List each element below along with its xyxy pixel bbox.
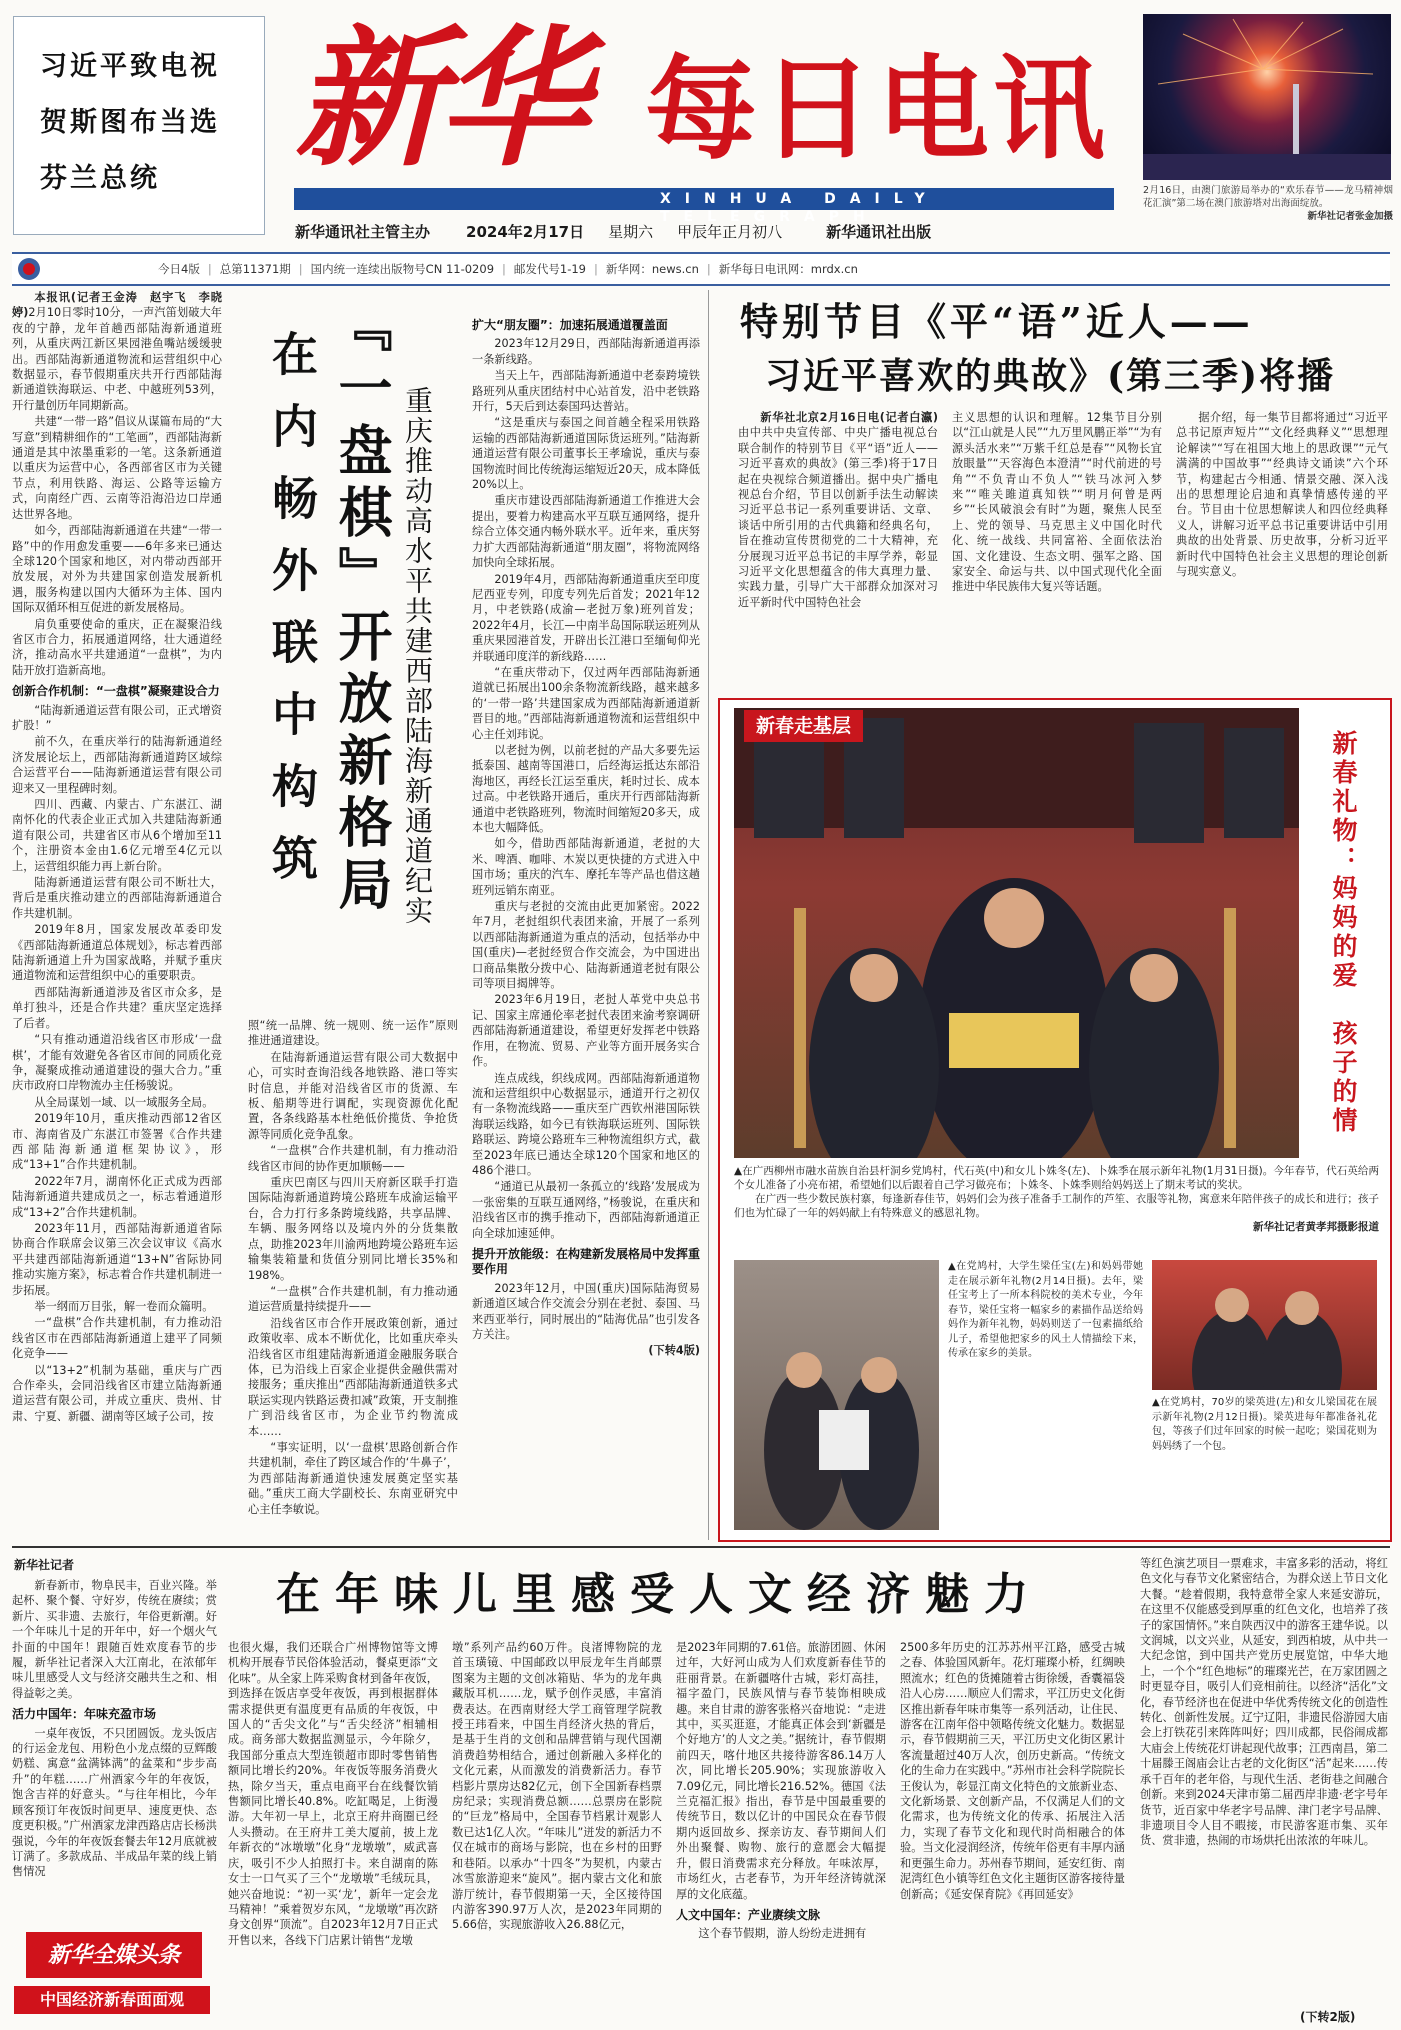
lead-para: 四川、西藏、内蒙古、广东湛江、湖南怀化的代表企业正式加入共建陆海新通道有限公司，共建省区市从6个增加至11个，注册资本金由1.6亿元增至4亿元以上，运营组织能力再上新台阶。 — [12, 798, 222, 873]
feature-col-2 — [952, 410, 1162, 690]
info-total-issue: 总第11371期 — [219, 262, 291, 276]
lead-title-left[interactable]: 在内畅外联中构筑 — [265, 330, 319, 906]
main-photo-credit: 新华社记者黄孝邦摄影报道 — [1253, 1221, 1379, 1233]
main-photo[interactable] — [734, 708, 1299, 1158]
lead-para: 前不久，在重庆举行的陆海新通道经济发展论坛上，西部陆海新通道跨区域综合运营平台——陆海新通道运营有限公司迎来又一里程碑时刻。 — [12, 735, 222, 795]
lead-para: 连点成线，织线成网。西部陆海新通道物流和运营组织中心数据显示，通道开行之初仅有一条物流线路——重庆至广西钦州港国际铁海联运线路，如今已有铁海联运班列、国际铁路联运、跨境公路班车三种物流组织方式，截至2023年底已通达全球120个国家和地区的486个港口。 — [472, 1071, 700, 1177]
feature-para: 主义思想的认识和理解。12集节目分别以“江山就是人民”“九万里风鹏正举”“为有源头活水来”“万紫千红总是春”“风物长宜放眼量”“天容海色本澄清”“时代前进的号角”“不负青山不负人”“铁马冰河入梦来”“唯关雎道真知铁”“明月何曾是两乡”“长风破浪会有时”为题，聚焦人民至上、党的领导、马克思主义中国化时代化、统一战线、共同富裕、全面依法治国、文化建设、生态文明、强军之路、国家安全、命运与共、以中国式现代化全面推进中华民族伟大复兴等话题。 — [952, 411, 1162, 594]
lead-subhead-1: 创新合作机制：“一盘棋”凝聚建设合力 — [12, 684, 220, 699]
lead-para: 重庆市建设西部陆海新通道工作推进大会提出，要着力构建高水平互联互通网络，提升综合立体交通内畅外联水平。近年来，重庆努力扩大西部陆海新通道“朋友圈”，将物流网络加快向全球拓展。 — [472, 494, 700, 570]
lead-para: 以“13+2”机制为基础，重庆与广西合作牵头，会同沿线省区市建立陆海新通道运营有限公司，并成立重庆、贵州、甘肃、宁夏、新疆、湖南等区域子公司，按 — [12, 1363, 222, 1423]
photo-b-caption: ▲在党鸠村，70岁的梁英进(左)和女儿梁国花在展示新年礼物(2月12日摄)。梁英进每年都准备礼花包，等孩子们过年回家的时候一起吃；梁国花则为妈妈绣了一个包。 — [1152, 1397, 1377, 1452]
photo-a-graphic — [734, 1260, 939, 1530]
lead-col-3 — [248, 1018, 458, 1535]
masthead-date-line — [295, 218, 1125, 244]
lead-para: “事实证明，以‘一盘棋’思路创新合作共建机制，牵住了跨区域合作的‘牛鼻子’，为西部陆海新通道快速发展奠定坚实基础。”重庆工商大学副校长、东南亚研究中心主任李敏说。 — [248, 1440, 458, 1516]
weekday: 星期六 — [608, 222, 654, 241]
lead-byline-para: 本报讯(记者王金涛 赵宇飞 李晓婷)2月10日零时10分，一声汽笛划破大年夜的宁静，龙年首趟西部陆海新通道班列，从重庆两江新区果园港鱼嘴站缓缓驶出。西部陆海新通道物流和运营组织中心数据显示，春节假期重庆共开行西部陆海新通道铁海联运、中老、中越班列53列，开行量创历年同期新高。 — [12, 291, 222, 412]
lead-para: 以老挝为例，以前老挝的产品大多要先运抵泰国、越南等国港口，后经海运抵达东部沿海地区，再经长江运至重庆，耗时过长、成本过高。中老铁路开通后，重庆开行西部陆海新通道中老铁路班列，物流时间缩短20多天，成本也大幅降低。 — [472, 743, 700, 834]
masthead-logo — [280, 11, 1120, 225]
lead-para: “在重庆带动下，仅过两年西部陆海新通道就已拓展出100余条物流新线路，越来越多的‘一带一路’共建国家成为西部陆海新通道新晋目的地。”西部陆海新通道物流和运营组织中心主任刘玮说。 — [472, 665, 700, 741]
fireworks-caption: 2月16日，由澳门旅游局举办的“欢乐春节——龙马精神烟花汇演”第二场在澳门旅游塔对出海面绽放。 新华社记者张金加摄 — [1143, 185, 1393, 222]
promo-badge-1[interactable]: 新华全媒头条 — [26, 1932, 202, 1978]
lead-col-4 — [472, 318, 700, 1535]
lead-para: 2023年12月29日，西部陆海新通道再添一条新线路。 — [472, 337, 700, 366]
lead-para: 从全局谋划一域、以一域服务全局。 — [34, 1095, 214, 1109]
top-left-headline[interactable]: 习近平致电祝贺斯图布当选芬兰总统 — [40, 51, 220, 194]
bottom-para: 一桌年夜饭，不只团圆饭。龙头饭店的行运金龙包、用粉色小龙点缀的豆辉酸奶糕、寓意“盆满钵满”的盆菜和“步步高升”的年糕……广州酒家今年的年夜饭，饱含吉祥的好意头。“与往年相比，今年顾客预订年夜饭时间更早、速度更快、态度更积极。”广州酒家龙津西路店店长杨洪强说，今年的年夜饭套餐去年12月底就被订满了。多款成品、半成品年菜的线上销售情况 — [12, 1726, 217, 1879]
photo-a-caption: ▲在党鸠村，大学生梁任宝(左)和妈妈带她走在展示新年礼物(2月14日摄)。去年，梁任宝考上了一所本科院校的美术专业，今年春节，梁任宝将一幅家乡的素描作品送给妈妈作为新年礼物，妈妈则送了一包素描纸给儿子，希望他把家乡的风土人情描绘下来，传承在家乡的美景。 — [948, 1261, 1143, 1359]
main-photo-caption: ▲在广西柳州市融水苗族自治县杆洞乡党鸠村，代石英(中)和女儿卜姝冬(左)、卜姝季在展示新年礼物(1月31日摄)。今年春节，代石英给两个女儿准备了小亮布裙，希望她们以后跟着自己学习做亮布；卜姝冬、卜姝季则给妈妈送上了期末考试的奖状。 在广西一些少数民族村寨，每逢新春佳节，妈妈们会为孩子准备手工制作的芦笙、衣服等礼物，寓意来年陪伴孩子的成长和进行；孩子们也为忙碌了一年的妈妈献上有特殊意义的感恩礼物。 新华社记者黄孝邦摄影报道 — [734, 1165, 1379, 1233]
issue-date: 2024年2月17日 — [466, 222, 585, 241]
bottom-title[interactable]: 在年味儿里感受人文经济魅力 — [276, 1569, 1043, 1620]
lead-subhead-2: 扩大“朋友圈”：加速拓展通道覆盖面 — [472, 318, 668, 332]
lead-para: 2019年8月，国家发展改革委印发《西部陆海新通道总体规划》，标志着西部陆海新通道上升为国家战略，并赋予重庆通道物流和运营组织中心的重要职责。 — [12, 923, 222, 983]
lead-title-main[interactable]: 『一盘棋』开放新格局 — [330, 298, 394, 918]
lead-para: 共建“一带一路”倡议从谋篇布局的“大写意”到精耕细作的“工笔画”，西部陆海新通道是其中浓墨重彩的一笔。这条新通道以重庆为运营中心，各西部省区市为关键节点，利用铁路、海运、公路等运输方式，向南经广西、云南等沿海沿边口岸通达世界各地。 — [12, 415, 222, 521]
emblem-icon — [18, 258, 40, 280]
bottom-para: 这个春节假期，游人纷纷走进拥有 — [698, 1927, 867, 1941]
lead-para: 2022年7月，湖南怀化正式成为西部陆海新通道共建成员之一，标志着通道形成“13+2”合作共建机制。 — [12, 1174, 222, 1219]
info-website-mrdx[interactable]: 新华每日电讯网：mrdx.cn — [718, 262, 858, 276]
feature-col-1: 新华社北京2月16日电(记者白瀛)由中共中央宣传部、中央广播电视总台联合制作的特别节目《平“语”近人——习近平喜欢的典故》(第三季)将于17日起在央视综合频道播出。据中央广播电视总台介绍，节目以创新手法生动解读习近平总书记一系列重要讲话、文章、谈话中所引用的古代典籍和经典名句，旨在推动宣传贯彻党的二十大精神，充分展现习近平总书记的丰厚学养，彰显习近平文化思想蕴含的伟大真理力量、实践力量，引导广大干部群众加深对习近平新时代中国特色社会 — [738, 411, 938, 609]
photo-a[interactable] — [734, 1260, 939, 1530]
lead-para: 肩负重要使命的重庆，正在凝聚沿线省区市合力，拓展通道网络，壮大通道经济，推动高水平共建通道“一盘棋”，为内陆开放打造新高地。 — [12, 617, 222, 677]
lead-continue[interactable]: (下转4版) — [648, 1344, 700, 1358]
lead-para: “一盘棋”合作共建机制，有力推动通道运营质量持续提升—— — [248, 1284, 458, 1314]
info-today: 今日4版 — [158, 262, 200, 276]
lunar-date: 甲辰年正月初八 — [677, 222, 783, 241]
bottom-para: 2500多年历史的江苏苏州平江路，感受古城之春、体验国风新年。花灯璀璨小桥，红绸映照流水；红色的货摊随着古街徐缓，香囊福袋沿人心房……顺应人们需求，平江历史文化街区推出新春年味市集等一系列活动，让住民、游客在江南年俗中领略传统文化魅力。数据显示，春节假期前三天，平江历史文化街区累计客流量超过40万人次，创历史新高。“传统文化的生命力在实践中。”苏州市社会科学院院长王俊认为，彰显江南文化特色的文旅新业态、文化新场景、文创新产品，不仅满足人们的文化需求，也为传统文化的传承、拓展注入活力，实现了春节文化和现代时尚相融合的体验。当文化浸润经济，传统年俗更有丰厚内涵和更强生命力。苏州春节期间，延安红街、南泥湾红色小镇等红色文化主题街区游客接待量创新高；《延安保育院》《再回延安》 — [900, 1641, 1125, 1901]
lead-subhead-3: 提升开放能级：在构建新发展格局中发挥重要作用 — [472, 1246, 700, 1277]
photo-feature-title[interactable]: 新春礼物：妈妈的爱 孩子的情 — [1329, 730, 1358, 1136]
lead-para: “通道已从最初一条孤立的‘线路’发展成为一张密集的互联互通网络，”杨骏说，在重庆和沿线省区市的携手推动下，西部陆海新通道正向全球加速延伸。 — [472, 1180, 700, 1240]
bottom-col-5 — [900, 1640, 1125, 2020]
bottom-para: 是2023年同期的7.61倍。旅游团圆、休闲过年，大好河山成为人们欢度新春佳节的莊丽背景。在新疆喀什古城，彩灯高挂，福字盈门，民族风情与春节装饰相映成趣。来自甘肃的游客张格兴奋地说：“走进其中，买买逛逛，才能真正体会到‘新疆是个好地方’的人文之美。”据统计，春节假期前四天，喀什地区共接待游客86.14万人次，同比增长205.90%；实现旅游收入7.09亿元，同比增长216.52%。德国《法兰克福汇报》指出，春节是中国最重要的传统节日，数以亿计的中国民众在春节假期内返回故乡、探亲访友、春节期间人们外出聚餐、购物、旅行的意愿会大幅提升，假日消费需求充分释放。年味浓厚，市场红火，古老春节，为开年经济铸就深厚的文化底蕴。 — [676, 1641, 886, 1901]
fireworks-credit: 新华社记者张金加摄 — [1307, 211, 1393, 222]
lead-para: 沿线省区市合作开展政策创新，通过政策收率、成本不断优化，比如重庆牵头沿线省区市组建陆海新通道金融服务联合体，已为沿线上百家企业提供金融供需对接服务；重庆推出“西部陆海新通道铁多式联运实现内铁路运费扣减”政策，开支制推广到沿线省区市，为企业节约物流成本…… — [248, 1316, 458, 1438]
bottom-col-1 — [12, 1578, 217, 1923]
feature-title-2[interactable]: 习近平喜欢的典故》(第三季)将播 — [765, 355, 1336, 397]
feature-byline: 新华社北京2月16日电(记者白瀛) — [760, 411, 938, 424]
lead-para: 一“盘棋”合作共建机制，有力推动沿线省区市在西部陆海新通道上建平了同频化竞争—— — [12, 1316, 222, 1361]
masthead-english: XINHUA DAILY TELEGRAPH — [660, 191, 939, 225]
main-photo-graphic — [734, 708, 1299, 1158]
lead-subtitle: 重庆推动高水平共建西部陆海新通道纪实 — [401, 386, 434, 926]
top-left-headline-box[interactable] — [13, 16, 265, 235]
masthead-brand-calligraphy: 新华 — [294, 11, 583, 187]
info-website[interactable]: 新华网：news.cn — [605, 262, 699, 276]
feature-title-1[interactable]: 特别节目《平“语”近人—— — [740, 299, 1254, 344]
masthead-brand-text: 每日电讯 — [645, 45, 1109, 175]
lead-para: 当天上午，西部陆海新通道中老泰跨境铁路班列从重庆团结村中心站首发，沿中老铁路开行，5天后到达泰国玛达普站。 — [472, 369, 700, 414]
lead-para: 如今，西部陆海新通道在共建“一带一路”中的作用愈发重要——6年多来已通达全球120个国家和地区，对内带动西部开放发展，对外为共建国家创造发展新机遇，服务构建以国内大循环为主体、国内国际双循环相互促进的新发展格局。 — [12, 524, 222, 615]
lead-para: 2023年6月19日，老挝人革党中央总书记、国家主席通伦率老挝代表团来渝考察调研西部陆海新通道建设，希望更好发挥老中铁路作用，在物流、贸易、产业等方面开展务实合作。 — [472, 993, 700, 1069]
bottom-continue[interactable]: (下转2版) — [1300, 2010, 1356, 2024]
lead-para: “这是重庆与泰国之间首趟全程采用铁路运输的西部陆海新通道国际货运班列。”陆海新通道运营有限公司董事长王孝瑜说，重庆与泰国物流时间比传统海运缩短近20天，成本降低20%以上。 — [472, 416, 700, 492]
lead-byline: 本报讯(记者王金涛 赵宇飞 李晓婷) — [12, 291, 222, 320]
bottom-col-4 — [676, 1640, 886, 2020]
bottom-para: 等红色演艺项目一票难求，丰富多彩的活动，将红色文化与春节文化紧密结合，为群众送上节日文化大餐。“趁着假期，我特意带全家人来延安游玩，在这里不仅能感受到厚重的红色文化，也培养了孩子的家国情怀。”来自陕西汉中的游客王建华说。以文润城，以文兴业，从延安，到西柏坡，从中共一大纪念馆，到中国共产党历史展览馆，中华大地上，一个个“红色地标”的璀璨光芒，在万家团圆之时更显夺目，吸引人们竞相前往。以经济“活化”文化，春节经济也在促进中华优秀传统文化的创造性转化、创新性发展。辽宁辽阳，非遗民俗游园大庙会上打铁花引来阵阵叫好；四川成都，民俗闹成都大庙会上传统花灯讲起现代故事；江西南昌，第二十届滕王阁庙会让古老的文化街区“活”起来……传承千百年的老年俗，与现代生活、老街巷之间融合创新。来到2024天津市第二届西岸非遗·老字号年货节，近百家中华老字号品牌、津门老字号品牌、非遗项目令人目不暇接，市民游客逛市集、买年货、赏非遗，热闹的市场烘托出浓浓的年味儿。 — [1140, 1557, 1388, 1848]
bottom-para: 新春新市，物阜民丰，百业兴隆。举起杯、聚个餐、守好岁，传统在赓续；赏新片、买非遗、去旅行，年俗更新潮。好一个年味儿十足的开年中，好一个烟火气扑面的中国年！跟随百姓欢度春节的步履，新华社记者深入大江南北，在浓郁年味儿里感受人文与经济交融共生之和、相得益彰之美。 — [12, 1579, 217, 1700]
bottom-col-3 — [452, 1640, 662, 2020]
info-postal-code: 邮发代号1-19 — [513, 262, 586, 276]
publisher-label: 新华通讯社出版 — [826, 222, 932, 241]
lead-para: “陆海新通道运营有限公司，正式增资扩股！” — [12, 703, 222, 732]
lead-para: 2023年12月，中国(重庆)国际陆海贸易新通道区域合作交流会分别在老挝、泰国、马来西亚举行，同时展出的“陆海优品”也引发各方关注。 — [472, 1281, 700, 1341]
divider-lead-feature — [708, 290, 709, 1540]
feature-col-3 — [1176, 410, 1388, 690]
fireworks-graphic — [1143, 14, 1391, 180]
photo-feature-tag: 新春走基层 — [744, 710, 863, 742]
lead-col-1 — [12, 290, 222, 1535]
sponsor-label: 新华通讯社主管主办 — [295, 222, 431, 241]
lead-para: 如今，借助西部陆海新通道，老挝的大米、啤酒、咖啡、木炭以更快捷的方式进入中国市场；重庆的汽车、摩托车等产品也借这趟班列远销东南亚。 — [472, 837, 700, 897]
bottom-para: 也很火爆，我们还联合广州博物馆等文博机构开展春节民俗体验活动，餐桌更添“文化味”。从全家上阵采购食材到备年夜饭，到选择在饭店享受年夜饭，再到根据群体需求提供更有温度更有品质的年夜饭，中国人的“舌尖文化”与“舌尖经济”相辅相成。商务部大数据监测显示，今年除夕，我国部分重点大型连锁超市即时零售销售额同比增长约20%。年夜饭等服务消费火热，除夕当天，重点电商平台在线餐饮销售额同比增长40.8%。吃缸喝足，上街漫游。大年初一早上，北京王府井商圈已经人头攒动。在王府井工美大厦前，披上龙年新衣的“冰墩墩”化身“龙墩墩”，威武喜庆，吸引不少人拍照打卡。来自湖南的陈女士一口气买了三个“龙墩墩”毛绒玩具，她兴奋地说：“初一买‘龙’，新年一定会龙马精神！”乘着贺岁东风，“龙墩墩”再次跻身文创界“顶流”。自2023年12月7日正式开售以来，各线下门店累计销售“龙墩 — [228, 1641, 438, 1947]
lead-para: 2023年11月，西部陆海新通道省际协商合作联席会议第三次会议审议《高水平共建西部陆海新通道“13+N”省际协同推动实施方案》，标志着合作共建机制进一步拓展。 — [12, 1221, 222, 1297]
lead-para: “一盘棋”合作共建机制，有力推动沿线省区市间的协作更加顺畅—— — [248, 1144, 458, 1173]
bottom-col-2 — [228, 1640, 438, 2020]
photo-b[interactable] — [1152, 1260, 1377, 1390]
bottom-para: 墩”系列产品约60万件。良渚博物院的龙首玉璜镜、中国邮政以甲辰龙年生肖邮票图案为主题的文创冰箱贴、华为的龙年典藏版耳机……龙，赋予创作灵感，丰富消费表达。在西南财经大学工商管理学院教授王玮看来，中国生肖经济火热的背后，是基于生肖的文创和品牌营销与现代国潮消费趋势相结合，通过创新融入多样化的文化元素，从而激发的消费新活力。春节档影片票房达82亿元，创下全国新春档票房纪录；实现消费总额……总票房在影院的“巨龙”格局中，全国春节档累计观影人数已达1亿人次。“年味儿”迸发的新活力不仅在城市的商场与影院，也在乡村的田野和巷陌。以承办“十四冬”为契机，内蒙古冰雪旅游迎来“旋风”。据内蒙古文化和旅游厅统计，春节假期第一天，全区接待国内游客390.97万人次，是2023年同期的5.66倍，实现旅游收入26.88亿元， — [452, 1641, 662, 1932]
lead-para: 举一纲而万目张，解一卷而众篇明。 — [34, 1300, 214, 1313]
fireworks-photo[interactable] — [1143, 14, 1391, 180]
lead-para: 西部陆海新通道涉及省区市众多，是单打独斗，还是合作共建？重庆坚定选择了后者。 — [12, 985, 222, 1030]
lead-para: 重庆与老挝的交流由此更加紧密。2022年7月，老挝组织代表团来渝，开展了一系列以西部陆海新通道为重点的活动，包括举办中国(重庆)—老挝经贸合作交流会，为中国进出口商品集散分拨中心、陆海新通道老挝有限公司等项目揭牌等。 — [472, 900, 700, 991]
info-cn-number: 国内统一连续出版物号CN 11-0209 — [310, 262, 495, 276]
lead-para: 照“统一品牌、统一规则、统一运作”原则推进通道建设。 — [248, 1019, 458, 1048]
promo-badge-2[interactable]: 中国经济新春面面观 — [14, 1986, 210, 2014]
feature-para: 据介绍，每一集节目都将通过“习近平总书记原声短片”“文化经典释义”“思想理论解读”“写在祖国大地上的思政课”“元气满满的中国故事”“经典诗文诵读”六个环节，构建起古今相通、情景交融、深入浅出的思想理论启迪和真挚情感传递的平台。节目由十位思想解读人和四位经典释义人，讲解习近平总书记重要讲话中引用典故的出处背景、历史故事，分析习近平新时代中国特色社会主义思想的理论创新与现实意义。 — [1176, 411, 1388, 579]
lead-para: 陆海新通道运营有限公司不断壮大，背后是重庆推动建立的西部陆海新通道合作共建机制。 — [12, 876, 222, 920]
lead-para: 重庆巴南区与四川天府新区联手打造国际陆海新通道跨境公路班车成渝运输平台，合力打行多条跨境线路，共享品牌、车辆、服务网络以及境内外的分货集散点，助推2023年川渝两地跨境公路班车运输集装箱量和货值分别同比增长35%和198%。 — [248, 1176, 458, 1282]
divider-bottom-section — [12, 1546, 1390, 1548]
lead-para: 2019年10月，重庆推动西部12省区市、海南省及广东湛江市签署《合作共建西部陆海新通道框架协议》，形成“13+1”合作共建机制。 — [12, 1112, 222, 1172]
info-bar: 今日4版 | 总第11371期 | 国内统一连续出版物号CN 11-0209 | 邮发代号1-19 | 新华网：news.cn | 新华每日电讯网：mrdx.cn — [12, 252, 1390, 286]
photo-b-graphic — [1152, 1260, 1377, 1390]
lead-para: “只有推动通道沿线省区市形成‘一盘棋’，才能有效避免各省区市间的同质化竞争，凝聚成推动通道建设的强大合力。”重庆市政府口岸物流办主任杨骏说。 — [12, 1033, 222, 1093]
photo-feature-box — [718, 698, 1392, 1542]
bottom-subhead-2: 人文中国年：产业赓续文脉 — [676, 1907, 821, 1922]
bottom-subhead-1: 活力中国年：年味充盈市场 — [12, 1707, 157, 1722]
lead-para: 在陆海新通道运营有限公司大数据中心，可实时查询沿线各地铁路、港口等实时信息，并能对沿线省区市的货源、车板、船期等进行调配，实现资源优化配置，各条线路基本杜绝低价揽货、争抢货源等同质化竞争乱象。 — [248, 1050, 458, 1141]
bottom-byline: 新华社记者 — [14, 1558, 75, 1572]
lead-para: 2019年4月，西部陆海新通道重庆至印度尼西亚专列，印度专列先后首发；2021年12月，中老铁路(成渝—老挝万象)班列首发；2022年4月，长江—中南半岛国际联运班列从重庆果园港首发，开辟出长江港口至缅甸仰光并联通印度洋的新线路…… — [472, 572, 700, 663]
bottom-col-6 — [1140, 1556, 1388, 2006]
